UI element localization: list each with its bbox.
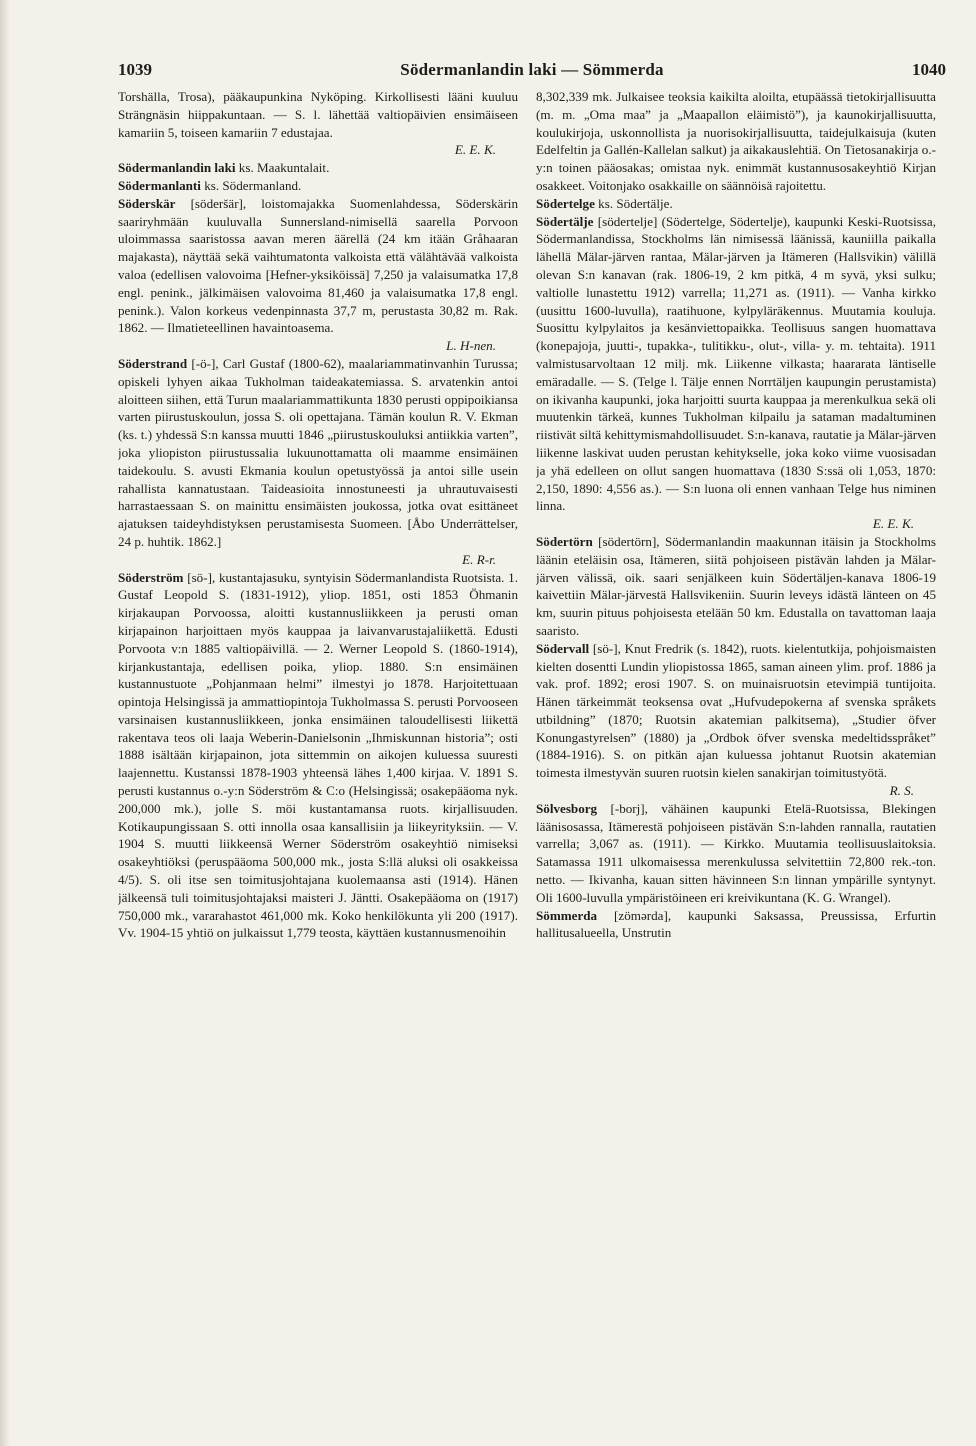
- article-entry: [536, 195, 936, 213]
- article-entry: [536, 213, 936, 516]
- article-entry: [118, 569, 518, 943]
- article-entry: [536, 907, 936, 943]
- entry-headword: Söderskär: [118, 195, 176, 211]
- author-signature: L. H-nen.: [446, 338, 496, 354]
- entry-text: [-ö-], Carl Gustaf (1800-62), maalariammatinvanhin Turussa; opiskeli lyhyen aikaa Tukholman taideakatemiassa. S. arvatenkin antoi aloitteen siihen, että Turun maalariammattikunta 1830 perusti oppipoikiansa varten piirustuskoulun, jossa S. oli opettajana. Tämän koulun R. V. Ekman (ks. t.) yhdessä S:n kanssa muutti 1846 „piirustuskouluksi antiikkia varten”, joka yliopiston piirustussalia lukuunottamatta oli maamme ensimäinen taidekoulu. S. avusti Ekmania koulun opetustyössä ja antoi sille usein rahallista kannatustaan. Taideasioita innostuneesti ja uhrautuvaisesti harrastaessaan S. on mainittu ensimäisten joukossa, jotka ovat esittäneet ajatuksen taideyhdistyksen perustamisesta Suomeen. [Åbo Underrättelser, 24 p. huhtik. 1862.]: [118, 355, 518, 549]
- entry-text: [södertörn], Södermanlandin maakunnan itäisin ja Stockholms läänin eteläisin osa, Itämeren, siitä pohjoiseen pistävän lahden ja Mälar-järven välissä, oik. saari senjälkeen kuin Södertäljen-kanava 1806-19 kaivettiin Mälar-järvestä Hallsvikeniin. Suurin leveys idästä länteen on 45 km, suurin pituus pohjoisesta etelään 50 km. Edustalla on tavattoman laaja saaristo.: [536, 533, 936, 638]
- author-signature: E. R-r.: [462, 551, 496, 567]
- entry-text: ks. Maakuntalait.: [235, 160, 330, 176]
- entry-text: [södertelje] (Södertelge, Södertelje), kaupunki Keski-Ruotsissa, Södermanlandissa, Stockholms län nimisessä läänissä, kauniilla paikalla lähellä Mälar-järven rantaa, Mälar-järven ja Itämeren (Hallsvikin) välillä olevan S:n kanavan (rak. 1806-19, 2 km pitkä, 4 m syvä, yksi sulku; valtiolle lunastettu 1912) varrella; 11,271 as. (1911). — Vanha kirkko (uusittu 1600-luvulla), raatihuone, kylpyläräkennus. Muutamia kouluja. Suosittu kylpylaitos ja kesänviettopaikka. Teollisuus sangen huomattava (konepajoja, juutti-, tupakka-, tulitikku-, olut-, villa- y. m. tehtaita). 1911 valmistusarvoltaan 12 milj. mk. Liikenne vilkasta; haararata läntiselle emäradalle. — S. (Telge l. Tälje ennen Norrtäljen kaupungin perustamista) on ikivanha kaupunki, joka harjoitti suurta kauppaa ja merenkulkua sekä oli muutenkin tärkeä, kunnes Tukholman kilpailu ja sataman madaltuminen riistivät siltä kehittymismahdollisuudet. S:n-kanava, rautatie ja Mälar-järven liikenne laskivat uuden perustan kehitykselle, joka koko viime vuosisadan ja yhä edelleen on ollut sangen huomattava (1830 S:ssä oli 1,053, 1870: 2,150, 1890: 4,556 as.). — S:n luona oli ennen vanhaan Telge hus niminen linna.: [536, 213, 936, 514]
- article-entry: [118, 88, 518, 141]
- entry-text: ks. Södermanland.: [200, 177, 302, 193]
- entry-text: [sö-], Knut Fredrik (s. 1842), ruots. kielentutkija, pohjoismaisten kielten dosentti Lundin yliopistossa 1865, saman aineen ylim. prof. 1886 ja vak. prof. 1892; erosi 1907. S. on muinaisruotsin etevimpiä tuntijoita. Hänen tärkeimmät teoksensa ovat „Hufvudepokerna af svenska språkets utbildning” (1870; Ruotsin akatemian palkitsema), „Studier öfver Konungastyrelsen” (1880) ja „Ordbok öfver svenska medeltidsspråket” (1884-1916). S. on pitkän ajan kuluessa johtanut Ruotsin akatemian toimesta ilmestyvän suuren ruotsin kielen sanakirjan toimitustyötä.: [536, 640, 936, 781]
- entry-headword: Sölvesborg: [536, 800, 598, 816]
- entry-headword: Södervall: [536, 640, 590, 656]
- page-edge-shadow: [0, 0, 10, 1446]
- article-entry: [536, 800, 936, 907]
- author-signature: E. E. K.: [872, 516, 914, 532]
- article-entry: [118, 195, 518, 337]
- entry-headword: Södertelge: [536, 195, 595, 211]
- entry-text: [zömərda], kaupunki Saksassa, Preussissa, Erfurtin hallitusalueella, Unstrutin: [536, 907, 936, 941]
- right-column: [536, 88, 936, 1378]
- entry-headword: Södertörn: [536, 533, 593, 549]
- article-entry: [118, 355, 518, 551]
- entry-text: [söderšär], loistomajakka Suomenlahdessa, Söderskärin saariryhmään kuuluvalla Sunnersland-nimisellä saarella Porvoon uloimmassa saaristossa aavan meren äärellä (24 km itään Gråhaaran majakasta), näyttää sekä vaihtumatonta valkoista että välähtävää valkoista valoa (edellisen valovoima [Hefner-yksiköissä] 7,250 ja valaisumatka 17,8 engl. penink., jälkimäisen valovoima 81,460 ja valaisumatka 17,8 engl. penink.). Valon korkeus vedenpinnasta 37,7 m, perustasta 30,82 m. Rak. 1862. — Ilmatieteellinen havaintoasema.: [118, 195, 518, 336]
- page-number-left: 1039: [118, 60, 152, 79]
- entry-headword: Södermanlanti: [118, 177, 201, 193]
- author-signature: E. E. K.: [454, 142, 496, 158]
- entry-headword: Söderström: [118, 569, 184, 585]
- article-entry: [536, 533, 936, 640]
- entry-text: ks. Södertälje.: [594, 195, 673, 211]
- entry-headword: Sömmerda: [536, 907, 598, 923]
- article-entry: [536, 640, 936, 782]
- article-entry: [118, 177, 518, 195]
- entry-headword: Södertälje: [536, 213, 594, 229]
- entry-text: [-borj], vähäinen kaupunki Etelä-Ruotsissa, Blekingen läänisosassa, Itämerestä pohjoiseen pistävän S:n-lahden rannalla, rautatien varrella; 3,067 as. (1911). — Kirkko. Muutamia teollisuuslaitoksia. Satamassa 1911 ulkomaisessa merenkulussa selvitettiin 72,800 rek.-ton. netto. — Ikivanha, kauan sitten hävinneen S:n linnan ympärille syntynyt. Oli 1600-luvulla ympäristöineen eri kreivikuntana (K. G. Wrangel).: [536, 800, 936, 905]
- entry-text: Torshälla, Trosa), pääkaupunkina Nyköping. Kirkollisesti lääni kuuluu Strängnäsin hiippakuntaan. — S. l. lähettää valtiopäivien ensimäiseen kamariin 5, toiseen kamariin 7 edustajaa.: [118, 89, 518, 140]
- left-column: [118, 88, 518, 1378]
- author-signature: R. S.: [889, 783, 914, 799]
- running-title: Södermanlandin laki — Sömmerda: [400, 60, 664, 79]
- entry-headword: Söderstrand: [118, 355, 188, 371]
- entry-text: 8,302,339 mk. Julkaisee teoksia kaikilta aloilta, etupäässä tietokirjallisuutta (m. m. „Oma maa” ja „Maapallon eläimistö”), ja kaunokirjallisuutta, koulukirjoja, uskonnollista ja nuorisokirjallisuutta, taidejulkaisuja (kuten Edelfeltin ja Gallén-Kallelan salkut) ja aikakauslehtiä. On Tietosanakirja o.-y:n toinen pääosakas; omistaa nyk. enimmät kustannusosakeyhtiö Kirjan osakkeet. Voitonjako osakkaille on säännöisä rajoitettu.: [536, 89, 936, 193]
- page-number-right: 1040: [912, 60, 946, 79]
- page-header: [118, 60, 946, 82]
- entry-text: [sö-], kustantajasuku, syntyisin Södermanlandista Ruotsista. 1. Gustaf Leopold S. (1831-1912), yliop. 1851, osti 1853 Öhmanin kirjakaupan Porvoossa, aloitti kustannusliikkeen ja perusti oman kirjapainon harjoittaen myös kauppaa ja laivanvarustajaliikettä. Edusti Porvoota v:n 1885 valtiopäivillä. — 2. Werner Leopold S. (1860-1914), kirjankustantaja, edellisen poika, yliop. 1880. S:n ensimäinen kustannustuote „Pohjanmaan helmi” ilmestyi jo 1878. Harjoitettuaan opintoja Helsingissä ja ammattiopintoja Tukholmassa S. perusti Porvooseen varsinaisen kustannusliikkeen, jonka ensimäinen taloudellisesti liikettä rakentava teos oli laaja Weberin-Danielsonin „Ihmiskunnan historia”; osti 1888 isältään kirjapainon, jota sittemmin on aikojen kuluessa suuresti laajennettu. Kustanssi 1878-1903 yhteensä lähes 1,400 kirjaa. V. 1891 S. perusti kustannus o.-y:n Söderström & C:o (Helsingissä; osakepääoma nyk. 200,000 mk.), jolle S. möi kustantamansa ruots. kirjallisuuden. Kotikaupungissaan S. otti innolla osaa kansallisiin ja liikeyrityksiin. — V. 1904 S. muutti liikkeensä Werner Söderström osakeyhtiö nimiseksi osakeyhtiöksi (peruspääoma 500,000 mk., josta S:llä aluksi oli osakkeissa 4/5). S. oli itse sen toimitusjohtajana kuolemaansa asti (1914). Hänen jälkeensä tuli toimitusjohtajaksi maisteri J. Jäntti. Osakepääoma on (1917) 750,000 mk., vararahastot 461,000 mk. Koko henkilökunta yli 200 (1917). Vv. 1904-15 yhtiö on julkaissut 1,779 teosta, käyttäen kustannusmenoihin: [118, 569, 518, 941]
- article-entry: [118, 159, 518, 177]
- article-entry: [536, 88, 936, 195]
- entry-headword: Södermanlandin laki: [118, 160, 236, 176]
